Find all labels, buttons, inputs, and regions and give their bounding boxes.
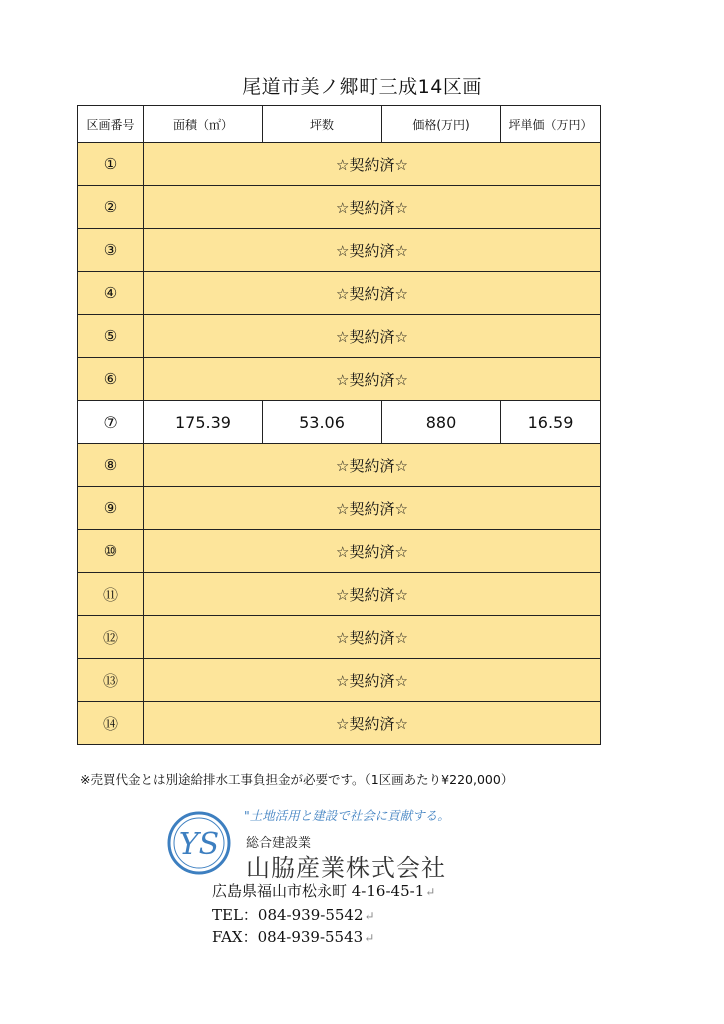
lot-number: ⑥	[78, 358, 144, 401]
page-title: 尾道市美ノ郷町三成14区画	[242, 76, 482, 98]
table-row	[78, 487, 601, 530]
lot-number: ④	[78, 272, 144, 315]
lot-status: ☆契約済☆	[144, 530, 601, 573]
lot-area: 175.39	[144, 401, 263, 444]
company-name: 山脇産業株式会社	[246, 854, 446, 882]
table-row	[78, 702, 601, 745]
lot-tsubo: 53.06	[263, 401, 382, 444]
address-text: 広島県福山市松永町 4-16-45-1	[212, 882, 425, 900]
lot-number: ⑪	[78, 573, 144, 616]
company-slogan: "土地活用と建設で社会に貢献する。	[244, 808, 450, 823]
header-price: 価格(万円)	[382, 106, 501, 143]
lot-status: ☆契約済☆	[144, 659, 601, 702]
fax-text: FAX：084-939-5543	[212, 928, 364, 946]
lot-number: ⑭	[78, 702, 144, 745]
table-row	[78, 272, 601, 315]
lot-status: ☆契約済☆	[144, 143, 601, 186]
table-row	[78, 573, 601, 616]
header-area: 面積（㎡）	[144, 106, 263, 143]
lot-number: ⑬	[78, 659, 144, 702]
table-row	[78, 315, 601, 358]
lot-status: ☆契約済☆	[144, 444, 601, 487]
lot-status: ☆契約済☆	[144, 272, 601, 315]
table-row	[78, 143, 601, 186]
table-row	[78, 186, 601, 229]
table-row	[78, 358, 601, 401]
header-lot-number: 区画番号	[78, 106, 144, 143]
header-tsubo: 坪数	[263, 106, 382, 143]
lot-number: ⑫	[78, 616, 144, 659]
lot-status: ☆契約済☆	[144, 573, 601, 616]
company-tel	[212, 904, 375, 925]
table-row	[78, 229, 601, 272]
company-logo	[166, 810, 232, 876]
lot-number: ⑦	[78, 401, 144, 444]
lot-status: ☆契約済☆	[144, 315, 601, 358]
lot-number: ③	[78, 229, 144, 272]
lot-unit-price: 16.59	[501, 401, 601, 444]
table-header-row	[78, 106, 601, 143]
return-mark: ↵	[364, 931, 375, 945]
lot-number: ⑨	[78, 487, 144, 530]
lot-status: ☆契約済☆	[144, 616, 601, 659]
lot-status: ☆契約済☆	[144, 702, 601, 745]
logo-text: YS	[178, 827, 220, 862]
company-type: 総合建設業	[246, 836, 312, 851]
lot-status: ☆契約済☆	[144, 186, 601, 229]
lot-price: 880	[382, 401, 501, 444]
company-block	[160, 802, 580, 1002]
lot-status: ☆契約済☆	[144, 487, 601, 530]
header-unit-price: 坪単価（万円）	[501, 106, 601, 143]
return-mark: ↵	[364, 909, 375, 923]
company-fax	[212, 926, 374, 947]
tel-text: TEL：084-939-5542	[212, 906, 364, 924]
lot-number: ⑤	[78, 315, 144, 358]
table-row	[78, 530, 601, 573]
table-row	[78, 401, 601, 444]
lot-number: ②	[78, 186, 144, 229]
fee-note: ※売買代金とは別途給排水工事負担金が必要です。（1区画あたり¥220,000）	[80, 772, 514, 787]
lot-number: ①	[78, 143, 144, 186]
return-mark: ↵	[425, 885, 436, 899]
lot-table	[77, 105, 601, 745]
lot-status: ☆契約済☆	[144, 229, 601, 272]
lot-table-body	[78, 143, 601, 745]
lot-number: ⑧	[78, 444, 144, 487]
company-address	[212, 880, 435, 901]
table-row	[78, 444, 601, 487]
table-row	[78, 616, 601, 659]
lot-status: ☆契約済☆	[144, 358, 601, 401]
table-row	[78, 659, 601, 702]
lot-number: ⑩	[78, 530, 144, 573]
